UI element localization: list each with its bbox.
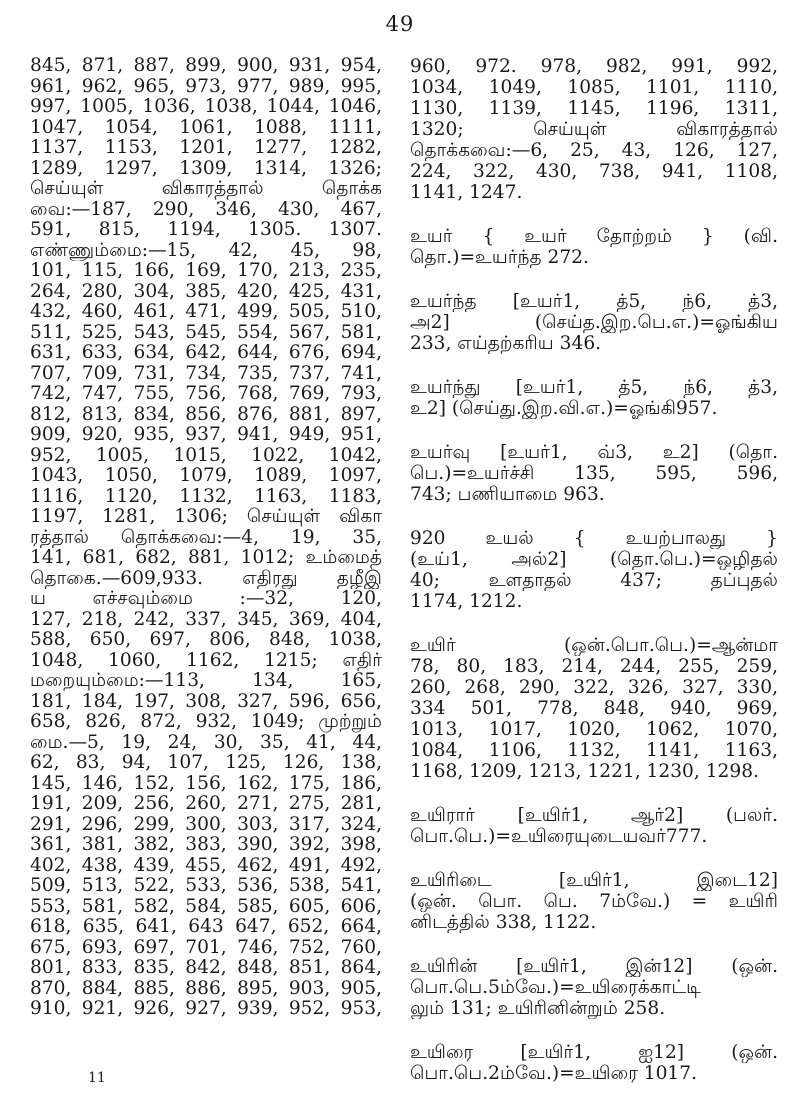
text-line: 361, 381, 382, 383, 390, 392, 398, — [30, 835, 382, 855]
dictionary-entry — [410, 1042, 778, 1084]
text-line: 952, 1005, 1015, 1022, 1042, — [30, 445, 382, 466]
text-line: 181, 184, 197, 308, 327, 596, 656, — [30, 691, 382, 712]
text-line: 101, 115, 166, 169, 170, 213, 235, — [30, 261, 382, 281]
text-line: 742, 747, 755, 756, 768, 769, 793, — [30, 384, 382, 404]
text-line: பொ.பெ.)=உயிரையுடையவர்777. — [410, 826, 708, 847]
text-line: உயர்ந்த [உயர்1, த்5, ந்6, த்3, — [410, 291, 778, 312]
text-line: தொகை.—609,933. எதிரது தழீஇ — [30, 568, 382, 589]
text-line: (உய்1, அல்2] (தொ.பெ.)=ஒழிதல் — [410, 549, 778, 570]
text-line: 40; உளதாதல் 437; தப்புதல் — [410, 570, 778, 591]
text-line: 402, 438, 439, 455, 462, 491, 492, — [30, 855, 382, 876]
text-line: 1141, 1247. — [410, 182, 523, 203]
text-line: உயிர் (ஒன்.பொ.பெ.)=ஆன்மா — [410, 635, 778, 656]
text-line: 1137, 1153, 1201, 1277, 1282, — [30, 138, 382, 158]
text-line: பொ.பெ.5ம்வே.)=உயிரைக்காட்டி — [410, 977, 701, 998]
text-line: செய்யுள் விகாரத்தால் தொக்க — [30, 179, 382, 199]
text-line: 812, 813, 834, 856, 876, 881, 897, — [30, 404, 382, 425]
text-line: 631, 633, 634, 642, 644, 676, 694, — [30, 343, 382, 363]
left-column — [30, 56, 382, 1020]
text-line: 618, 635, 641, 643 647, 652, 664, — [30, 917, 382, 937]
dictionary-entry — [410, 956, 778, 1019]
text-line: 591, 815, 1194, 1305. 1307. — [30, 220, 382, 240]
text-line: 62, 83, 94, 107, 125, 126, 138, — [30, 753, 382, 773]
text-line: உயர்ந்து [உயர்1, த்5, ந்6, த்3, — [410, 377, 778, 398]
dictionary-entry — [410, 635, 778, 782]
text-line: அ2] (செய்த.இற.பெ.எ.)=ஓங்கிய — [410, 312, 778, 333]
entry-list — [410, 226, 778, 1084]
text-line: தொ.)=உயர்ந்த 272. — [410, 247, 589, 268]
text-line: 1168, 1209, 1213, 1221, 1230, 1298. — [410, 761, 759, 782]
text-line: 127, 218, 242, 337, 345, 369, 404, — [30, 609, 382, 630]
text-line: 1047, 1054, 1061, 1088, 1111, — [30, 117, 382, 138]
dictionary-entry — [410, 291, 778, 354]
text-line: உயிரார் [உயிர்1, ஆர்2] (பலர். — [410, 805, 778, 826]
text-line: 801, 833, 835, 842, 848, 851, 864, — [30, 958, 382, 978]
text-line: உயிரிடை [உயிர்1, இடை12] — [410, 870, 778, 891]
text-line: 511, 525, 543, 545, 554, 567, 581, — [30, 322, 382, 343]
text-line: 432, 460, 461, 471, 499, 505, 510, — [30, 302, 382, 322]
dictionary-entry — [410, 442, 778, 505]
text-line: 588, 650, 697, 806, 848, 1038, — [30, 630, 382, 650]
text-line: ய எச்சவும்மை :—32, 120, — [30, 589, 382, 609]
text-line: 960, 972. 978, 982, 991, 992, — [410, 56, 778, 77]
text-line: 224, 322, 430, 738, 941, 1108, — [410, 161, 778, 182]
right-column — [410, 56, 778, 1107]
text-line: மை.—5, 19, 24, 30, 35, 41, 44, — [30, 732, 382, 753]
text-line: உயிரின் [உயிர்1, இன்12] (ஒன். — [410, 956, 778, 977]
text-line: 1289, 1297, 1309, 1314, 1326; — [30, 158, 382, 179]
text-line: மறையும்மை:—113, 134, 165, — [30, 671, 382, 691]
text-line: 334 501, 778, 848, 940, 969, — [410, 698, 778, 719]
text-line: உயர்வு [உயர்1, வ்3, உ2] (தொ. — [410, 442, 778, 463]
text-line: 920 உயல் { உயற்பாலது } — [410, 528, 778, 549]
text-line: 553, 581, 582, 584, 585, 605, 606, — [30, 896, 382, 917]
dictionary-entry — [410, 377, 778, 419]
text-line: லும் 131; உயிரினின்றும் 258. — [410, 998, 666, 1019]
text-line: 1043, 1050, 1079, 1089, 1097, — [30, 466, 382, 486]
text-line: 141, 681, 682, 881, 1012; உம்மைத் — [30, 548, 382, 568]
text-line: 743; பணியாமை 963. — [410, 484, 605, 505]
page-number: 49 — [385, 12, 415, 36]
text-line: 910, 921, 926, 927, 939, 952, 953, — [30, 999, 382, 1019]
text-line: 191, 209, 256, 260, 271, 275, 281, — [30, 794, 382, 814]
text-line: எண்ணும்மை:—15, 42, 45, 98, — [30, 240, 382, 261]
text-line: 997, 1005, 1036, 1038, 1044, 1046, — [30, 97, 382, 117]
text-line: 78, 80, 183, 214, 244, 255, 259, — [410, 656, 778, 677]
text-line: 1320; செய்யுள் விகாரத்தால் — [410, 119, 778, 140]
text-line: பொ.பெ.2ம்வே.)=உயிரை 1017. — [410, 1063, 697, 1084]
text-line: 845, 871, 887, 899, 900, 931, 954, — [30, 56, 382, 76]
text-line: 707, 709, 731, 734, 735, 737, 741, — [30, 363, 382, 384]
text-line: 658, 826, 872, 932, 1049; முற்றும் — [30, 712, 382, 732]
dictionary-entry — [410, 226, 778, 268]
text-line: வை:—187, 290, 346, 430, 467, — [30, 199, 382, 220]
text-line: னிடத்தில் 338, 1122. — [410, 912, 597, 933]
text-line: 870, 884, 885, 886, 895, 903, 905, — [30, 978, 382, 999]
text-line: 509, 513, 522, 533, 536, 538, 541, — [30, 876, 382, 896]
text-line: 291, 296, 299, 300, 303, 317, 324, — [30, 814, 382, 835]
text-line: 1048, 1060, 1162, 1215; எதிர் — [30, 650, 382, 671]
text-line: ரத்தால் தொக்கவை:—4, 19, 35, — [30, 527, 382, 548]
text-line: 1084, 1106, 1132, 1141, 1163, — [410, 740, 778, 761]
text-line: 909, 920, 935, 937, 941, 949, 951, — [30, 425, 382, 445]
text-line: 675, 693, 697, 701, 746, 752, 760, — [30, 937, 382, 958]
text-line: 1013, 1017, 1020, 1062, 1070, — [410, 719, 778, 740]
text-line: 1130, 1139, 1145, 1196, 1311, — [410, 98, 778, 119]
text-line: உ2] (செய்து.இற.வி.எ.)=ஓங்கி957. — [410, 398, 718, 419]
dictionary-entry — [410, 870, 778, 933]
text-line: 1034, 1049, 1085, 1101, 1110, — [410, 77, 778, 98]
dictionary-entry — [410, 805, 778, 847]
text-line: 1174, 1212. — [410, 591, 523, 612]
dictionary-entry — [410, 528, 778, 612]
text-line: 233, எய்தற்கரிய 346. — [410, 333, 602, 354]
text-line: 961, 962, 965, 973, 977, 989, 995, — [30, 76, 382, 97]
signature-mark: 11 — [88, 1070, 106, 1086]
text-line: (ஒன். பொ. பெ. 7ம்வே.) = உயிரி — [410, 891, 778, 912]
text-line: பெ.)=உயர்ச்சி 135, 595, 596, — [410, 463, 778, 484]
text-line: 260, 268, 290, 322, 326, 327, 330, — [410, 677, 778, 698]
text-line: 1116, 1120, 1132, 1163, 1183, — [30, 486, 382, 507]
text-line: உயர் { உயர் தோற்றம் } (வி. — [410, 226, 778, 247]
continuation-block — [410, 56, 778, 203]
text-line: 1197, 1281, 1306; செய்யுள் விகா — [30, 507, 382, 527]
text-line: தொக்கவை:—6, 25, 43, 126, 127, — [410, 140, 778, 161]
text-line: 145, 146, 152, 156, 162, 175, 186, — [30, 773, 382, 794]
text-line: உயிரை [உயிர்1, ஐ12] (ஒன். — [410, 1042, 778, 1063]
text-line: 264, 280, 304, 385, 420, 425, 431, — [30, 281, 382, 302]
